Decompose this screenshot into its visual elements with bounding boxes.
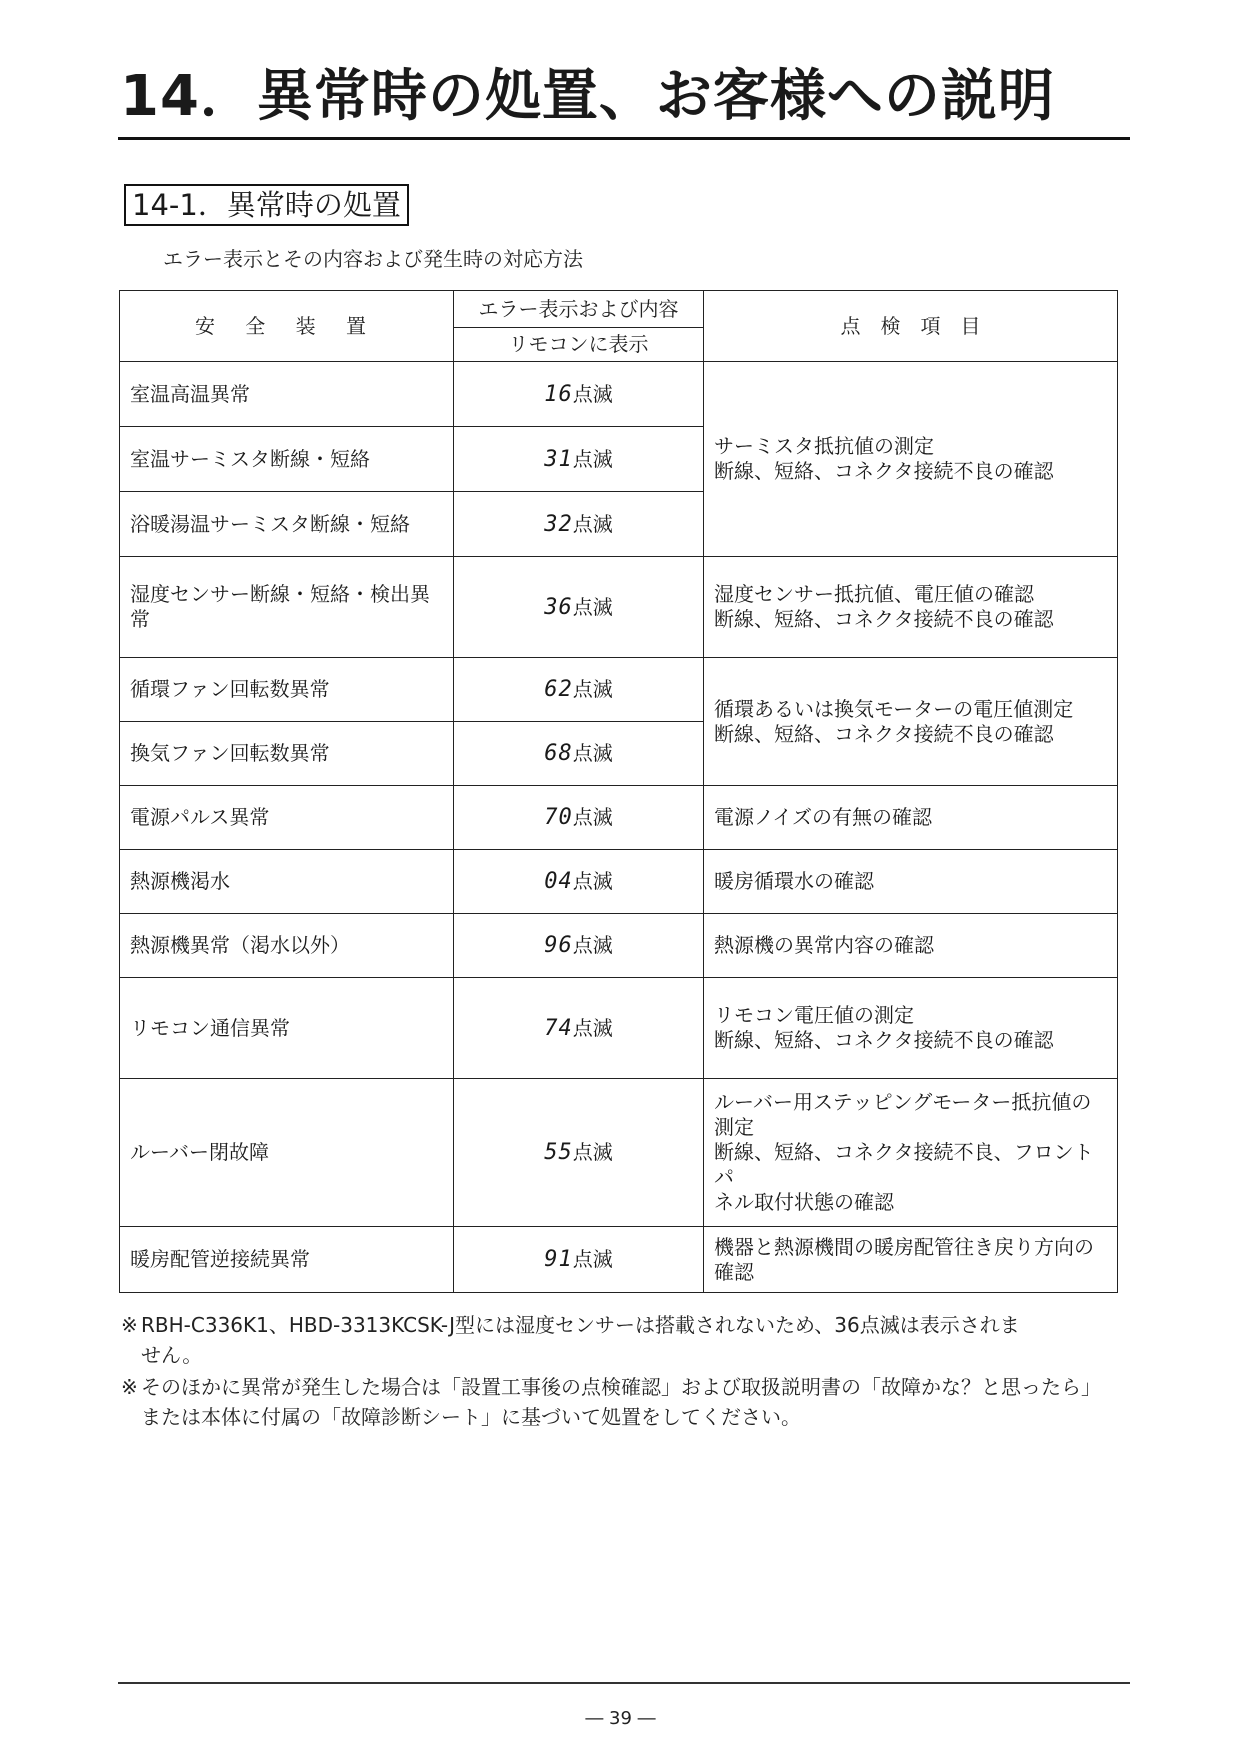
check-cell — [704, 658, 1118, 786]
footnote — [121, 1310, 1131, 1370]
header-device: 安 全 装 置 — [120, 291, 454, 362]
check-line: 確認 — [714, 1259, 754, 1284]
check-line: 湿度センサー抵抗値、電圧値の確認 — [714, 582, 1034, 606]
error-code: 16 — [544, 381, 573, 407]
device-cell: 循環ファン回転数異常 — [120, 658, 454, 722]
device-cell: 室温サーミスタ断線・短絡 — [120, 427, 454, 492]
table-row — [120, 850, 1118, 914]
check-cell — [704, 557, 1118, 658]
check-line: 断線、短絡、コネクタ接続不良、フロントパ — [714, 1140, 1094, 1189]
error-code: 74 — [544, 1015, 573, 1041]
device-cell: 暖房配管逆接続異常 — [120, 1227, 454, 1293]
check-cell — [704, 362, 1118, 557]
footer-divider — [118, 1682, 1130, 1684]
check-line: 測定 — [714, 1115, 754, 1139]
note-mark: ※ — [121, 1375, 138, 1399]
check-cell — [704, 978, 1118, 1079]
table-row — [120, 1079, 1118, 1227]
note-mark: ※ — [121, 1313, 138, 1337]
check-line: リモコン電圧値の測定 — [714, 1003, 914, 1027]
table-row — [120, 1227, 1118, 1293]
error-table — [119, 290, 1118, 1293]
note-text-continued: せん。 — [141, 1343, 203, 1367]
code-cell — [454, 557, 704, 658]
blink-label: 点滅 — [572, 677, 613, 701]
check-line: ルーバー用ステッピングモーター抵抗値の — [714, 1090, 1092, 1114]
check-line: 断線、短絡、コネクタ接続不良の確認 — [714, 721, 1054, 746]
error-code: 62 — [544, 677, 573, 702]
check-line: 断線、短絡、コネクタ接続不良の確認 — [714, 1028, 1054, 1052]
code-cell — [454, 658, 704, 722]
code-cell — [454, 914, 704, 978]
code-cell — [454, 850, 704, 914]
code-cell — [454, 362, 704, 427]
device-cell: 熱源機異常（渇水以外） — [120, 914, 454, 978]
check-cell: 熱源機の異常内容の確認 — [704, 914, 1118, 978]
check-line: 断線、短絡、コネクタ接続不良の確認 — [714, 607, 1054, 631]
device-cell: 浴暖湯温サーミスタ断線・短絡 — [120, 492, 454, 557]
chapter-divider — [118, 137, 1130, 140]
chapter-title: 14．異常時の処置、お客様への説明 — [120, 64, 1055, 129]
error-code: 32 — [544, 511, 573, 537]
check-line: ネル取付状態の確認 — [714, 1190, 894, 1214]
error-code: 68 — [544, 741, 573, 766]
header-error-display: エラー表示および内容 — [454, 291, 704, 328]
blink-label: 点滅 — [572, 381, 613, 406]
section-title: 14-1．異常時の処置 — [124, 184, 409, 226]
header-check-items: 点 検 項 目 — [704, 291, 1118, 362]
error-code: 91 — [544, 1247, 573, 1272]
table-row — [120, 914, 1118, 978]
error-code: 70 — [544, 805, 573, 830]
blink-label: 点滅 — [572, 511, 613, 536]
code-cell — [454, 1227, 704, 1293]
table-row — [120, 658, 1118, 722]
code-cell — [454, 722, 704, 786]
header-remote-display: リモコンに表示 — [454, 328, 704, 362]
error-code: 36 — [544, 594, 573, 620]
check-line: 循環あるいは換気モーターの電圧値測定 — [714, 696, 1074, 721]
table-row — [120, 557, 1118, 658]
footnote — [121, 1372, 1131, 1432]
code-cell — [454, 1079, 704, 1227]
blink-label: 点滅 — [572, 869, 613, 893]
page-number: ― 39 ― — [585, 1708, 656, 1729]
device-cell: 室温高温異常 — [120, 362, 454, 427]
check-cell: 暖房循環水の確認 — [704, 850, 1118, 914]
code-cell — [454, 978, 704, 1079]
table-row — [120, 362, 1118, 427]
error-code: 04 — [544, 869, 573, 894]
blink-label: 点滅 — [572, 1247, 613, 1271]
blink-label: 点滅 — [572, 741, 613, 765]
table-row — [120, 978, 1118, 1079]
note-text: RBH-C336K1、HBD-3313KCSK-J型には湿度センサーは搭載されないため、36点滅は表示されま — [141, 1313, 1020, 1337]
table-header-row — [120, 291, 1118, 328]
code-cell — [454, 492, 704, 557]
code-cell — [454, 427, 704, 492]
error-code: 31 — [544, 446, 573, 472]
device-cell: 換気ファン回転数異常 — [120, 722, 454, 786]
note-text: そのほかに異常が発生した場合は「設置工事後の点検確認」および取扱説明書の「故障かな？と思ったら」 — [141, 1375, 1101, 1399]
check-line: 断線、短絡、コネクタ接続不良の確認 — [714, 459, 1054, 483]
device-cell: 熱源機渇水 — [120, 850, 454, 914]
device-cell: ルーバー閉故障 — [120, 1079, 454, 1227]
check-cell — [704, 1227, 1118, 1293]
device-cell: 電源パルス異常 — [120, 786, 454, 850]
check-cell — [704, 1079, 1118, 1227]
check-cell: 電源ノイズの有無の確認 — [704, 786, 1118, 850]
note-text-continued: または本体に付属の「故障診断シート」に基づいて処置をしてください。 — [141, 1405, 801, 1429]
device-cell: リモコン通信異常 — [120, 978, 454, 1079]
check-line: 機器と熱源機間の暖房配管往き戻り方向の — [714, 1234, 1094, 1259]
code-cell — [454, 786, 704, 850]
blink-label: 点滅 — [572, 1015, 613, 1040]
blink-label: 点滅 — [572, 594, 613, 619]
error-code: 55 — [544, 1140, 573, 1165]
blink-label: 点滅 — [572, 805, 613, 829]
error-code: 96 — [544, 933, 573, 958]
check-line: サーミスタ抵抗値の測定 — [714, 434, 934, 458]
table-row — [120, 786, 1118, 850]
device-cell: 湿度センサー断線・短絡・検出異常 — [120, 557, 454, 658]
blink-label: 点滅 — [572, 446, 613, 471]
blink-label: 点滅 — [572, 1140, 613, 1164]
blink-label: 点滅 — [572, 933, 613, 957]
table-caption: エラー表示とその内容および発生時の対応方法 — [163, 247, 583, 271]
